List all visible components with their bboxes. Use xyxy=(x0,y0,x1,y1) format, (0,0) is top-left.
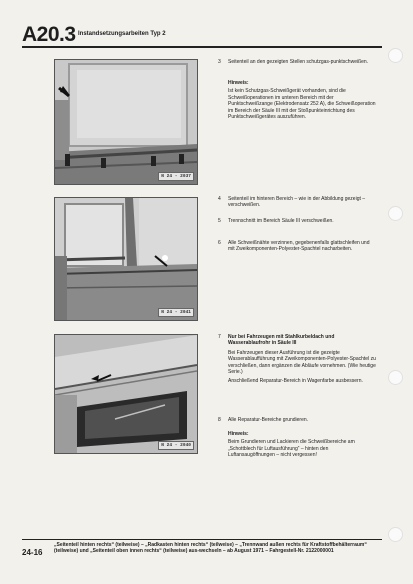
punch-hole xyxy=(388,527,403,542)
footer-description: „Seitenteil hinten rechts“ (teilweise) – „Radkasten hinten rechts“ (teilweise) – „Trennwand außen rechts für Kraftstoffbehälterraum“ (teilweise) und „Seitenteil oben innen rechts“ (teilweise) aus-wechseln – ab August 1971 – Fahrgestell-Nr. 2122000001 xyxy=(54,542,367,555)
page-number: 24-16 xyxy=(22,548,43,557)
step-8: 8 Alle Reparatur-Bereiche grundieren. xyxy=(218,417,309,423)
photo-water-drain-pillar xyxy=(54,334,198,454)
punch-hole xyxy=(388,48,403,63)
header-rule xyxy=(22,46,382,48)
note-2: Hinweis: Beim Grundieren und Lackieren die Schweißbereiche am „Schottblech für Luftausführung“ – hinten den Luftansaugöffnungen – nicht vergessen! xyxy=(228,431,355,459)
photo-weld-points-lower xyxy=(54,59,198,185)
step-3: 3 Seitenteil an den gezeigten Stellen schutzgas-punktschweißen. xyxy=(218,59,369,65)
section-title: Instandsetzungsarbeiten Typ 2 xyxy=(78,31,166,37)
footer-rule xyxy=(22,539,382,540)
step-4: 4 Seitenteil im hinteren Bereich – wie in der Abbildung gezeigt – verschweißen. xyxy=(218,196,366,209)
punch-hole xyxy=(388,206,403,221)
photo-number: N 24 - 2037 xyxy=(158,172,194,181)
photo-rear-area-weld xyxy=(54,197,198,321)
step-7: 7 Nur bei Fahrzeugen mit Stahlkurbeldach und Wasserablaufrohr in Säule III Bei Fahrzeugen dieser Ausführung ist die gezeigte Wasserablaufführung mit Zweikomponenten-Polyester-Spachtel zu verschließen, dann ergänzen die Abläufe vornehmen. (Wie heutige Serie.) Anschließend Reparatur-Bereich in Wagenfarbe ausbessern. xyxy=(218,334,376,385)
photo-number: N 24 - 2040 xyxy=(158,441,194,450)
step-5: 5 Trennschnitt im Bereich Säule III verschweißen. xyxy=(218,218,334,224)
step-6: 6 Alle Schweißnähte verzinnen, gegebenenfalls glattschleifen und mit Zweikomponenten-Polyester-Spachtel nacharbeiten. xyxy=(218,240,370,253)
note-1: Hinweis: Ist kein Schutzgas-Schweißgerät vorhanden, sind die Schweißoperationen im unteren Bereich mit der Punktschweißzange (Elektrodensatz 252 A), die Schweißoperation im Bereich der Säule III mit der Stoßpunkteinrichtung des Punktschweißgerätes auszuführen. xyxy=(228,80,376,121)
section-code: A20.3 xyxy=(22,23,76,46)
punch-hole xyxy=(388,370,403,385)
photo-number: N 24 - 2041 xyxy=(158,308,194,317)
